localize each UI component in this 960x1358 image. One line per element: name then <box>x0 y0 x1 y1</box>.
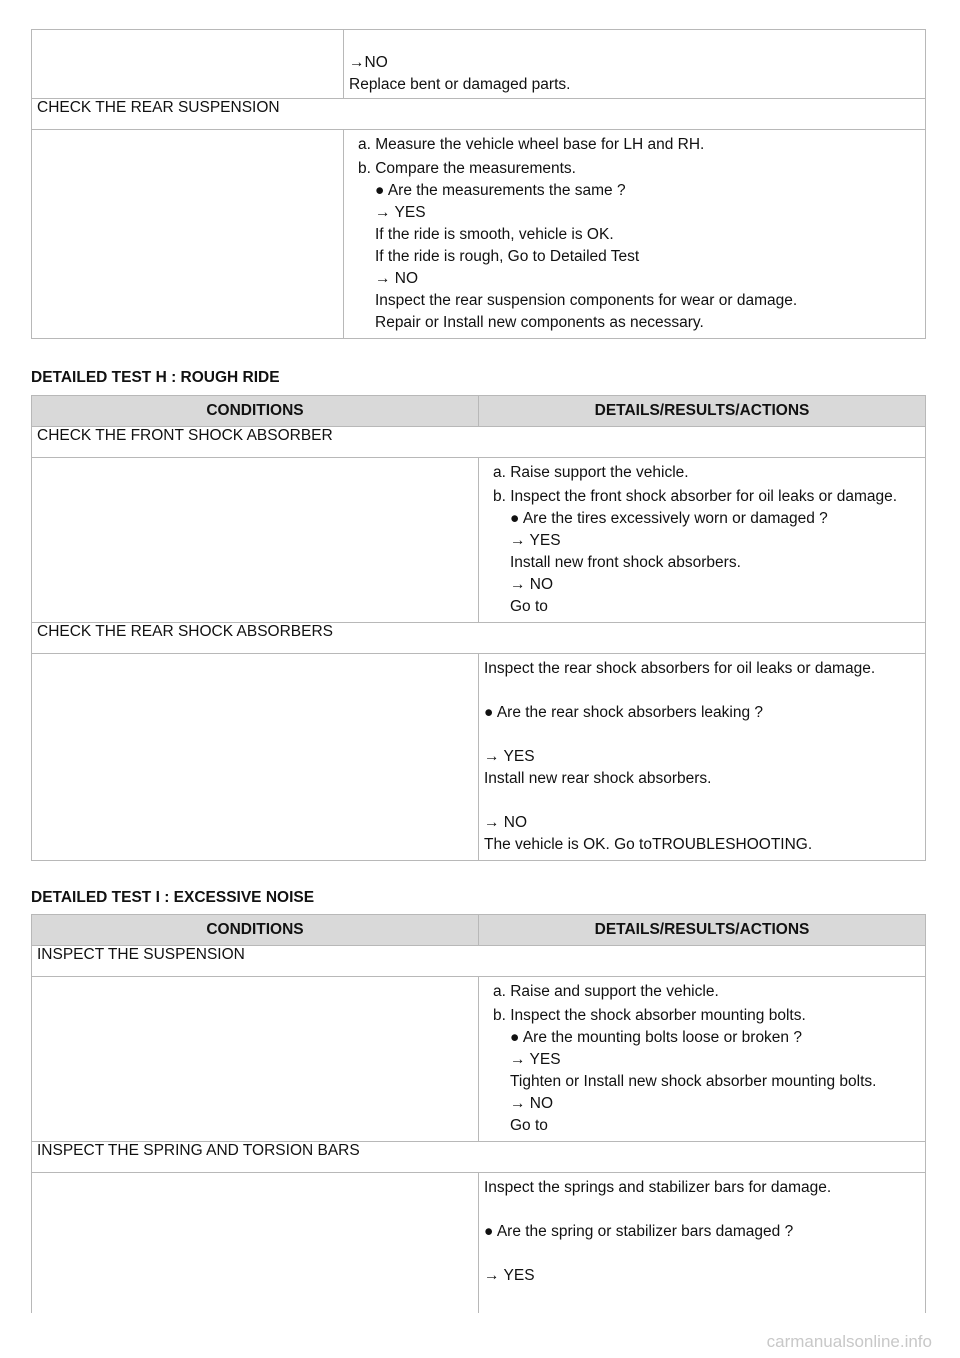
step-b-details: ● Are the mounting bolts loose or broken ? → YES Tighten or Install new shock absorber mounting bolts. → NO Go to <box>510 1029 877 1134</box>
conditions-cell <box>32 1173 479 1314</box>
col-header-details: DETAILS/RESULTS/ACTIONS <box>479 915 926 946</box>
action-notes <box>484 1177 925 1287</box>
table-continued <box>31 29 926 339</box>
action-cell <box>344 30 926 99</box>
note-yes: → YES <box>484 1267 535 1284</box>
step-a: a. Measure the vehicle wheel base for LH and RH. <box>358 136 705 153</box>
step-b-details: ● Are the measurements the same ? → YES If the ride is smooth, vehicle is OK. If the ride is rough, Go to Detailed Test → NO Inspect the rear suspension components for wear or damage. Repair or Install new components as necessary. <box>375 182 798 331</box>
step-b-label: b. Inspect the shock absorber mounting bolts. <box>493 1007 806 1024</box>
note-question: ● Are the spring or stabilizer bars damaged ? <box>484 1223 794 1240</box>
conditions-cell <box>32 130 344 339</box>
section-title: INSPECT THE SPRING AND TORSION BARS <box>32 1142 926 1173</box>
test-h-title: DETAILED TEST H : ROUGH RIDE <box>31 369 280 386</box>
step-b <box>349 158 925 334</box>
step-b-details: ● Are the tires excessively worn or damaged ? → YES Install new front shock absorbers. → NO Go to <box>510 510 828 615</box>
note-text: Inspect the rear shock absorbers for oil leaks or damage. <box>484 660 876 677</box>
note-text: Inspect the springs and stabilizer bars for damage. <box>484 1179 832 1196</box>
step-b <box>484 1005 925 1137</box>
note-no: → NO The vehicle is OK. Go toTROUBLESHOOTING. <box>484 814 813 853</box>
conditions-cell <box>32 654 479 861</box>
action-cell <box>479 458 926 623</box>
col-header-conditions: CONDITIONS <box>32 915 479 946</box>
table-test-h <box>31 395 926 861</box>
conditions-cell <box>32 977 479 1142</box>
action-cell <box>479 977 926 1142</box>
step-b-label: b. Inspect the front shock absorber for oil leaks or damage. <box>493 488 898 505</box>
step-b-label: b. Compare the measurements. <box>358 160 576 177</box>
col-header-details: DETAILS/RESULTS/ACTIONS <box>479 396 926 427</box>
section-title: CHECK THE REAR SHOCK ABSORBERS <box>32 623 926 654</box>
action-notes <box>484 658 925 856</box>
step-a: a. Raise support the vehicle. <box>493 464 689 481</box>
col-header-conditions: CONDITIONS <box>32 396 479 427</box>
action-cell <box>479 1173 926 1314</box>
test-i-title: DETAILED TEST I : EXCESSIVE NOISE <box>31 889 315 906</box>
action-cell <box>344 130 926 339</box>
note-yes: → YES Install new rear shock absorbers. <box>484 748 712 787</box>
section-title: CHECK THE REAR SUSPENSION <box>32 99 926 130</box>
section-title: CHECK THE FRONT SHOCK ABSORBER <box>32 427 926 458</box>
note-question: ● Are the rear shock absorbers leaking ? <box>484 704 764 721</box>
action-cell <box>479 654 926 861</box>
table-test-i <box>31 914 926 1313</box>
step-b <box>484 486 925 618</box>
conditions-cell <box>32 30 344 99</box>
result-text: →NO Replace bent or damaged parts. <box>349 54 571 93</box>
footer-watermark: carmanualsonline.info <box>766 1332 932 1351</box>
step-a: a. Raise and support the vehicle. <box>493 983 719 1000</box>
section-title: INSPECT THE SUSPENSION <box>32 946 926 977</box>
conditions-cell <box>32 458 479 623</box>
